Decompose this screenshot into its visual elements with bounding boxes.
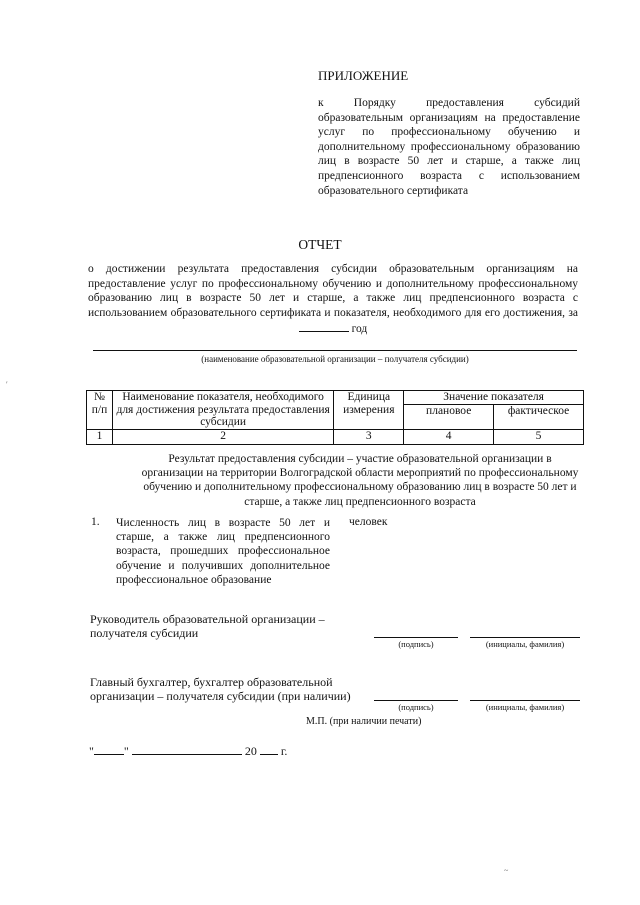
column-number-1: 1 (87, 429, 113, 444)
header-number: № п/п (87, 391, 113, 430)
header-actual: фактическое (494, 405, 584, 429)
appendix-title: ПРИЛОЖЕНИЕ (318, 68, 409, 83)
date-day-blank[interactable] (94, 743, 124, 755)
head-signature-line[interactable] (374, 637, 458, 638)
column-number-3: 3 (334, 429, 404, 444)
report-subtitle-year-word: год (351, 323, 368, 336)
report-subtitle (88, 262, 578, 337)
report-subtitle-text: о достижении результата предоставления субсидии образовательным организациям на предоставление услуг по профессиональному обучению и дополнительному профессиональному образованию лиц в возрасте 50 лет и старше, а также лиц предпенсионного возраста с использованием образовательного сертификата и показателя, необходимого для его достижения, за (88, 263, 578, 319)
report-title: ОТЧЕТ (298, 237, 342, 252)
accountant-signature-line[interactable] (374, 700, 458, 701)
accountant-signature-label: Главный бухгалтер, бухгалтер образовательной организации – получателя субсидии (при наличии) (90, 675, 351, 703)
accountant-name-caption: (инициалы, фамилия) (485, 702, 565, 712)
date-year-blank[interactable] (260, 743, 278, 755)
accountant-name-line[interactable] (470, 700, 580, 701)
header-planned: плановое (404, 405, 494, 429)
organization-caption: (наименование образовательной организации – получателя субсидии) (201, 354, 469, 364)
date-close-quote: " (123, 744, 129, 758)
scan-speck: ~ (504, 866, 509, 875)
organization-name-line[interactable] (93, 350, 577, 351)
stamp-place-label: М.П. (при наличии печати) (306, 716, 422, 727)
date-year-suffix: г. (280, 744, 288, 758)
indicator-table (86, 390, 584, 445)
date-line (89, 743, 287, 759)
head-name-line[interactable] (470, 637, 580, 638)
header-indicator-name: Наименование показателя, необходимого для достижения результата предоставления субсидии (112, 391, 333, 430)
scan-margin-mark: ′ (6, 380, 8, 389)
head-signature-caption: (подпись) (398, 639, 434, 649)
header-indicator-value: Значение показателя (404, 391, 584, 405)
column-number-4: 4 (404, 429, 494, 444)
item-unit: человек (349, 516, 388, 528)
appendix-text: к Порядку предоставления субсидий образовательным организациям на предоставление услуг по профессиональному обучению и дополнительному профессиональному образованию лиц в возрасте 50 лет и старше, а также лиц предпенсионного возраста с использованием образовательного сертификата (318, 97, 580, 197)
result-description: Результат предоставления субсидии – участие образовательной организации в организации на территории Волгоградской области мероприятий по профессиональному обучению и дополнительному профессиональному образованию лиц в возрасте 50 лет и старше, а также лиц предпенсионного возраста (141, 453, 579, 508)
column-number-2: 2 (112, 429, 333, 444)
head-signature-label: Руководитель образовательной организации – получателя субсидии (90, 612, 325, 640)
report-year-blank[interactable] (299, 320, 349, 332)
head-name-caption: (инициалы, фамилия) (485, 639, 565, 649)
date-year-prefix: 20 (244, 744, 257, 758)
header-unit: Единица измерения (334, 391, 404, 430)
accountant-signature-caption: (подпись) (398, 702, 434, 712)
item-indicator-text: Численность лиц в возрасте 50 лет и старше, а также лиц предпенсионного возраста, прошедших профессиональное обучение и получивших дополнительное профессиональное образование (116, 517, 330, 586)
item-number: 1. (91, 516, 100, 528)
date-month-blank[interactable] (132, 743, 242, 755)
column-number-5: 5 (494, 429, 584, 444)
date-open-quote: " (89, 744, 94, 758)
